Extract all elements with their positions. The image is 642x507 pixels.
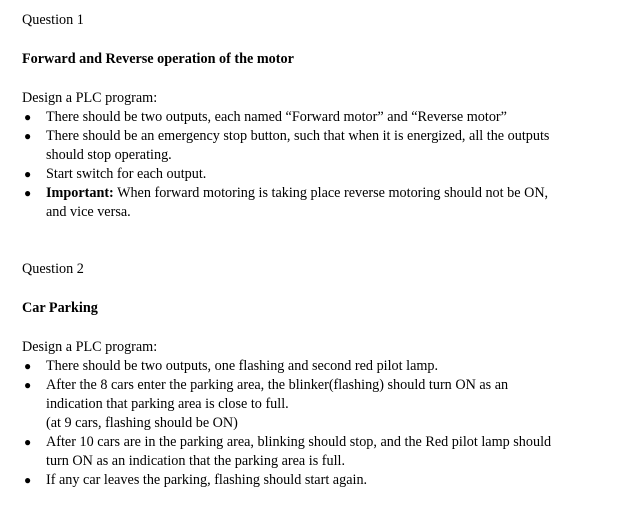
- q2-bullet-text: If any car leaves the parking, flashing should start again.: [46, 472, 368, 488]
- bullet-icon: ●: [24, 359, 32, 373]
- q2-bullet-text: After the 8 cars enter the parking area, the blinker(flashing) should turn ON as an indication that parking area is close to full. (at 9 cars, flashing should be ON): [46, 377, 509, 431]
- q2-bullet-text: There should be two outputs, one flashing and second red pilot lamp.: [46, 358, 439, 374]
- q2-bullet-item: [22, 357, 622, 376]
- q2-bullet-item: [22, 433, 622, 471]
- important-label: Important:: [46, 185, 114, 201]
- q2-bullet-item: [22, 471, 622, 490]
- q1-bullet-item: [22, 184, 622, 222]
- q2-bullet-list: [22, 357, 622, 490]
- spacer: [22, 222, 622, 260]
- q1-bullet-text: There should be two outputs, each named “Forward motor” and “Reverse motor”: [46, 109, 507, 125]
- q1-bullet-item: [22, 108, 622, 127]
- q1-bullet-text: Important: When forward motoring is taking place reverse motoring should not be ON, and vice versa.: [46, 185, 549, 220]
- spacer: [22, 318, 622, 338]
- q1-bullet-text: There should be an emergency stop button, such that when it is energized, all the outputs should stop operating.: [46, 128, 550, 163]
- q2-intro: Design a PLC program:: [22, 339, 158, 355]
- document-page: [22, 11, 622, 490]
- spacer: [22, 69, 622, 89]
- bullet-icon: ●: [24, 167, 32, 181]
- q1-intro: Design a PLC program:: [22, 90, 158, 106]
- spacer: [22, 279, 622, 299]
- bullet-icon: ●: [24, 378, 32, 392]
- q1-title: Forward and Reverse operation of the motor: [22, 51, 294, 67]
- bullet-icon: ●: [24, 473, 32, 487]
- q1-label: Question 1: [22, 12, 84, 28]
- bullet-icon: ●: [24, 129, 32, 143]
- bullet-icon: ●: [24, 186, 32, 200]
- q2-label: Question 2: [22, 261, 84, 277]
- bullet-icon: ●: [24, 435, 32, 449]
- q2-bullet-item: [22, 376, 622, 433]
- spacer: [22, 30, 622, 50]
- q1-bullet-list: [22, 108, 622, 222]
- q1-bullet-text: Start switch for each output.: [46, 166, 207, 182]
- q1-bullet-item: [22, 127, 622, 165]
- q2-bullet-text: After 10 cars are in the parking area, blinking should stop, and the Red pilot lamp should turn ON as an indication that the parking area is full.: [46, 434, 552, 469]
- q1-bullet-item: [22, 165, 622, 184]
- q2-title: Car Parking: [22, 300, 98, 316]
- bullet-icon: ●: [24, 110, 32, 124]
